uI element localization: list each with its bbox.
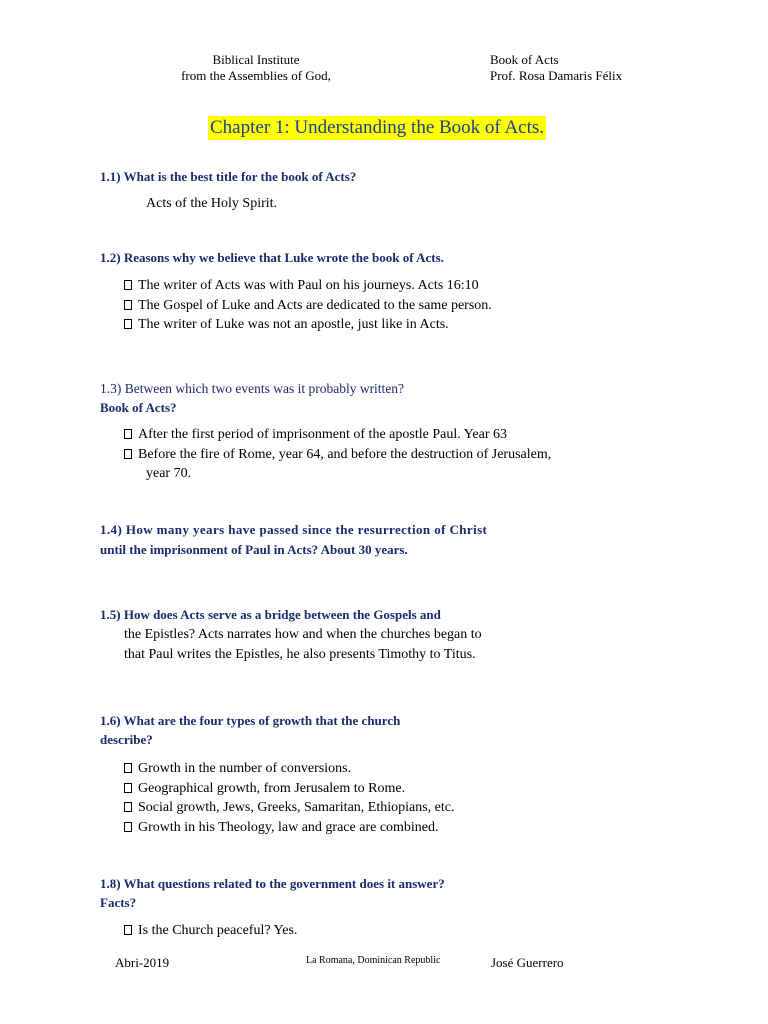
question-1-8: 1.8) What questions related to the government does it answer? (100, 876, 445, 891)
question-1-2: 1.2) Reasons why we believe that Luke wrote the book of Acts. (100, 250, 444, 265)
answer-1-5-line2: that Paul writes the Epistles, he also presents Timothy to Titus. (124, 647, 476, 662)
question-1-4-cont: until the imprisonment of Paul in Acts? About 30 years. (100, 542, 408, 557)
header-right (490, 52, 622, 84)
list-item: The writer of Luke was not an apostle, just like in Acts. (124, 315, 492, 335)
checkbox-bullet-icon (124, 925, 132, 935)
header-left (126, 52, 386, 84)
question-1-6-cont: describe? (100, 732, 153, 747)
list-item: The Gospel of Luke and Acts are dedicated to the same person. (124, 296, 492, 316)
question-1-6: 1.6) What are the four types of growth that the church (100, 713, 401, 728)
answer-list-1-6 (124, 759, 454, 837)
course-name: Book of Acts (490, 52, 559, 67)
institute-name: Biblical Institute (212, 52, 300, 67)
list-item: Growth in the number of conversions. (124, 759, 454, 779)
footer-date: Abri-2019 (115, 955, 170, 970)
answer-1-5-line1: the Epistles? Acts narrates how and when the churches began to (124, 627, 482, 642)
checkbox-bullet-icon (124, 300, 132, 310)
institute-affiliation: from the Assemblies of God, (181, 68, 331, 83)
list-item: Is the Church peaceful? Yes. (124, 921, 297, 941)
footer-author: José Guerrero (491, 955, 564, 970)
checkbox-bullet-icon (124, 429, 132, 439)
professor-name: Prof. Rosa Damaris Félix (490, 68, 623, 83)
list-item-continuation: year 70. (146, 466, 192, 481)
chapter-title: Chapter 1: Understanding the Book of Acts. (210, 117, 545, 138)
question-1-8-cont: Facts? (100, 895, 137, 910)
list-item: Growth in his Theology, law and grace are combined. (124, 818, 454, 838)
answer-1-1: Acts of the Holy Spirit. (146, 196, 278, 211)
question-1-1: 1.1) What is the best title for the book of Acts? (100, 169, 357, 184)
list-item: Social growth, Jews, Greeks, Samaritan, Ethiopians, etc. (124, 798, 454, 818)
answer-list-1-8 (124, 921, 297, 941)
checkbox-bullet-icon (124, 449, 132, 459)
checkbox-bullet-icon (124, 783, 132, 793)
checkbox-bullet-icon (124, 822, 132, 832)
footer-place: La Romana, Dominican Republic (306, 955, 441, 966)
question-1-3: 1.3) Between which two events was it probably written? (100, 381, 405, 396)
list-item: Before the fire of Rome, year 64, and before the destruction of Jerusalem, (124, 445, 551, 465)
question-1-3-cont: Book of Acts? (100, 400, 177, 415)
question-1-4: 1.4) How many years have passed since the resurrection of Christ (100, 522, 488, 537)
question-1-5: 1.5) How does Acts serve as a bridge between the Gospels and (100, 607, 441, 622)
checkbox-bullet-icon (124, 280, 132, 290)
checkbox-bullet-icon (124, 802, 132, 812)
checkbox-bullet-icon (124, 319, 132, 329)
list-item: Geographical growth, from Jerusalem to Rome. (124, 779, 454, 799)
answer-list-1-2 (124, 276, 492, 335)
list-item: The writer of Acts was with Paul on his journeys. Acts 16:10 (124, 276, 492, 296)
answer-list-1-3 (124, 425, 551, 484)
list-item: After the first period of imprisonment of the apostle Paul. Year 63 (124, 425, 551, 445)
checkbox-bullet-icon (124, 763, 132, 773)
